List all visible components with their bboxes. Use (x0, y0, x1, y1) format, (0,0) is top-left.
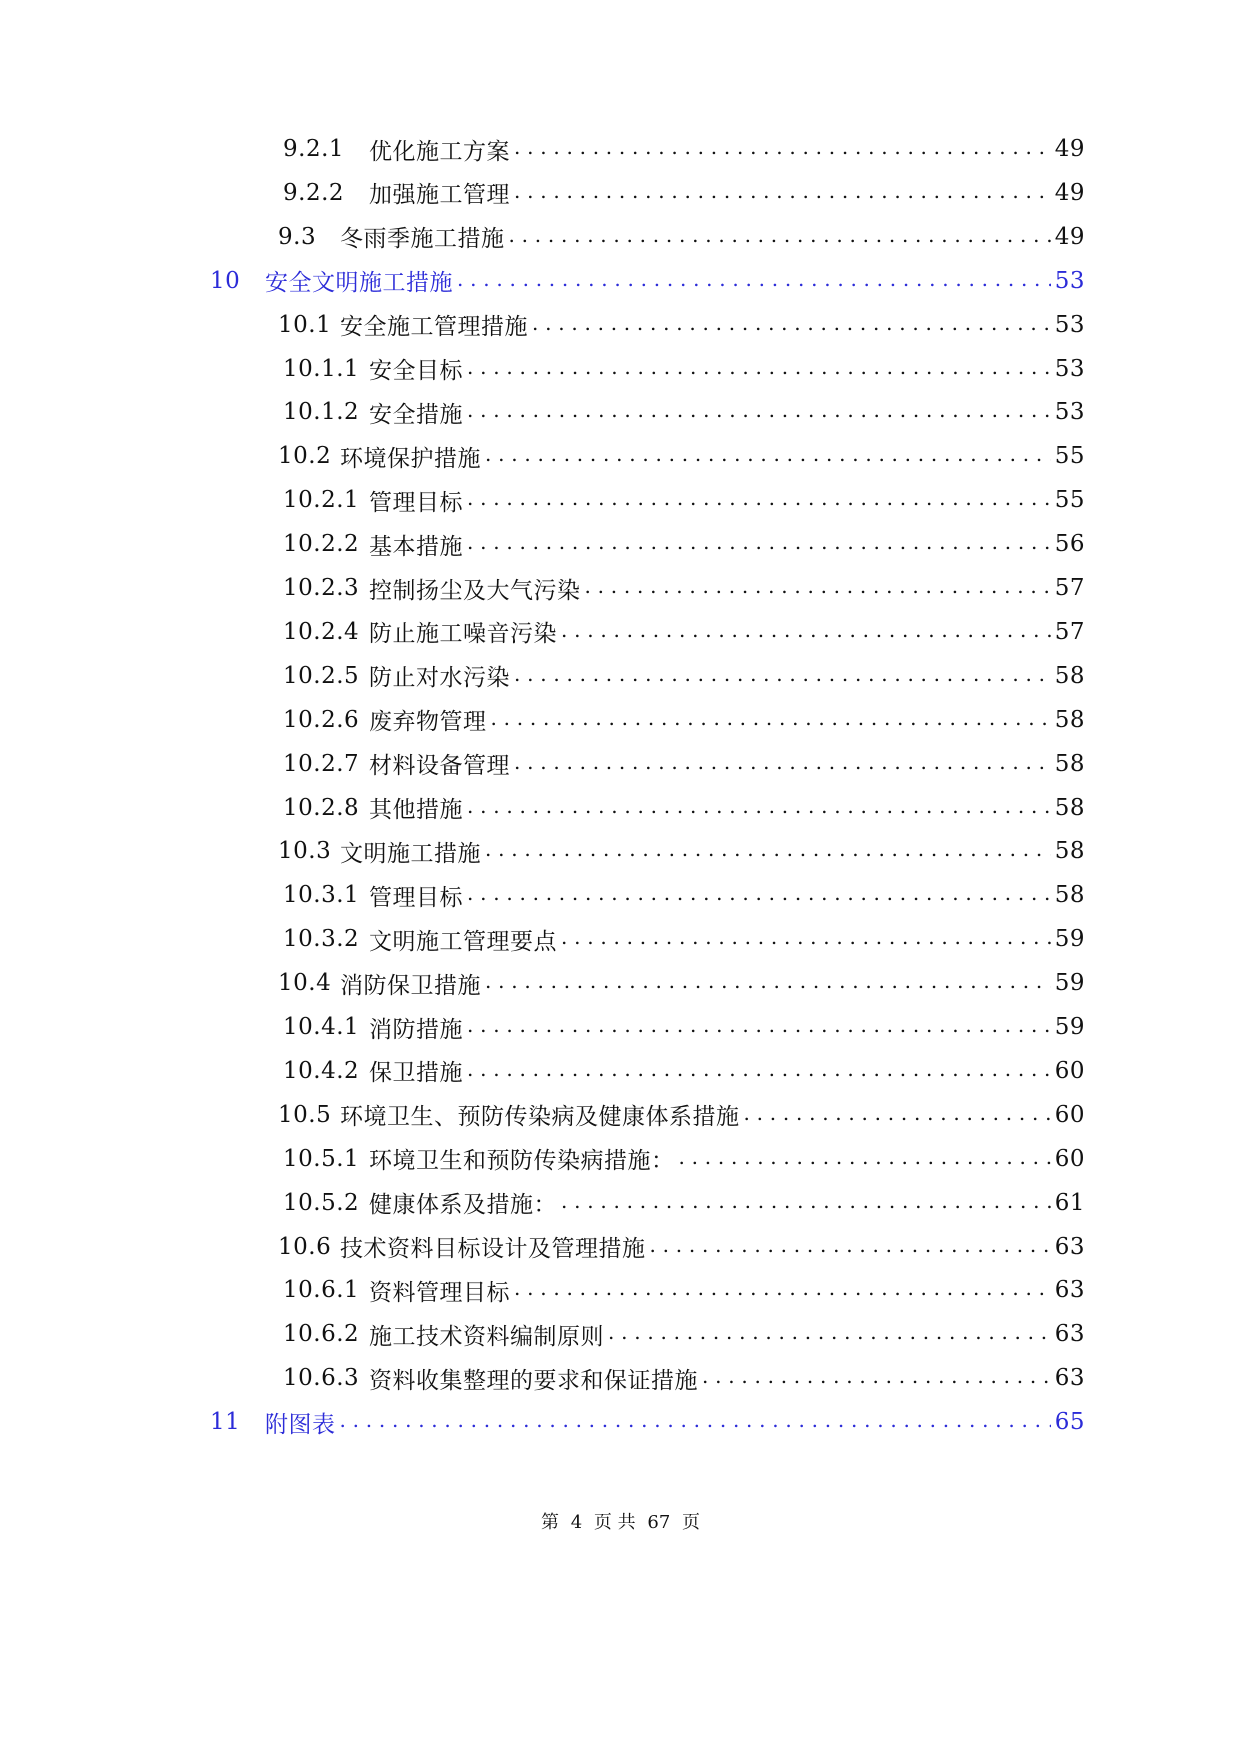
toc-entry-number: 10.1 (278, 311, 332, 338)
toc-entry-page: 49 (1054, 223, 1085, 250)
toc-entry-title: 消防措施 (369, 1016, 463, 1043)
toc-entry-number: 10.2 (278, 443, 332, 470)
toc-entry[interactable] (283, 1270, 1085, 1310)
toc-dot-leader (467, 349, 1051, 389)
toc-dot-leader (744, 1095, 1051, 1135)
toc-entry-title: 技术资料目标设计及管理措施 (340, 1236, 646, 1262)
toc-entry[interactable] (278, 305, 1085, 345)
footer-total-pages: 67 (647, 1512, 671, 1533)
toc-entry[interactable] (283, 1051, 1085, 1091)
toc-entry[interactable] (283, 1358, 1085, 1398)
toc-dot-leader (467, 480, 1051, 520)
toc-entry[interactable] (283, 744, 1085, 784)
toc-entry[interactable] (283, 875, 1085, 915)
footer-suffix: 页 (682, 1512, 701, 1533)
toc-entry[interactable] (278, 436, 1085, 476)
toc-entry-page: 63 (1054, 1277, 1085, 1304)
toc-entry-number: 10.2.3 (283, 575, 360, 601)
toc-entry-page: 59 (1054, 926, 1085, 953)
toc-entry-title: 施工技术资料编制原则 (369, 1323, 604, 1350)
toc-entry-page: 53 (1054, 355, 1085, 382)
toc-entry-title: 消防保卫措施 (340, 972, 481, 999)
toc-entry-page: 58 (1054, 662, 1085, 689)
toc-entry-number: 10.1.2 (283, 399, 360, 426)
toc-entry-number: 10.4 (278, 970, 332, 997)
toc-entry-number: 10.5.1 (283, 1145, 360, 1172)
toc-entry-page: 58 (1054, 750, 1085, 777)
toc-entry-title: 文明施工措施 (340, 840, 481, 867)
toc-entry-title: 保卫措施 (369, 1060, 463, 1087)
toc-entry-title: 安全措施 (369, 401, 463, 428)
toc-entry-page: 63 (1054, 1321, 1085, 1348)
toc-entry-number: 10.6 (278, 1233, 332, 1260)
toc-dot-leader (467, 875, 1051, 915)
toc-dot-leader (485, 436, 1051, 476)
toc-entry-title: 资料管理目标 (369, 1279, 510, 1306)
toc-entry-number: 9.2.2 (283, 179, 345, 206)
toc-entry-title: 安全文明施工措施 (265, 270, 453, 297)
toc-entry-number: 10.2.1 (283, 487, 360, 514)
toc-entry-number: 10.2.4 (283, 618, 360, 645)
toc-entry[interactable] (283, 656, 1085, 696)
toc-entry-number: 10.6.2 (283, 1321, 360, 1348)
toc-entry-page: 65 (1054, 1409, 1085, 1436)
toc-entry-page: 53 (1054, 399, 1085, 426)
toc-entry-number: 10.2.5 (283, 662, 360, 689)
toc-entry-number: 10.4.2 (283, 1057, 360, 1084)
toc-entry-page: 58 (1054, 882, 1085, 909)
toc-entry-title: 健康体系及措施： (369, 1192, 557, 1219)
toc-entry-title: 材料设备管理 (369, 753, 510, 780)
toc-dot-leader (514, 1270, 1051, 1310)
toc-entry[interactable] (283, 788, 1085, 828)
footer-middle: 页 共 (593, 1512, 636, 1533)
toc-entry[interactable] (283, 349, 1085, 389)
toc-dot-leader (702, 1358, 1051, 1398)
toc-entry[interactable] (283, 392, 1085, 432)
toc-entry-title: 环境保护措施 (340, 445, 481, 472)
toc-entry-title: 环境卫生、预防传染病及健康体系措施 (340, 1104, 740, 1131)
toc-dot-leader (467, 1051, 1051, 1091)
toc-entry-page: 53 (1054, 311, 1085, 338)
toc-entry-title: 基本措施 (369, 533, 463, 560)
toc-entry[interactable] (283, 524, 1085, 564)
toc-entry-page: 60 (1054, 1057, 1085, 1084)
toc-entry-page: 49 (1054, 179, 1085, 206)
toc-dot-leader (467, 788, 1051, 828)
toc-entry-number: 10.2.7 (283, 750, 360, 777)
toc-entry-number: 10.1.1 (283, 355, 360, 382)
toc-entry-title: 附图表 (265, 1411, 336, 1438)
toc-entry[interactable] (278, 1095, 1085, 1135)
toc-entry-title: 安全施工管理措施 (340, 314, 528, 341)
toc-entry[interactable] (210, 1402, 1085, 1442)
toc-entry-page: 49 (1054, 136, 1085, 162)
toc-entry-number: 9.2.1 (283, 136, 345, 162)
toc-entry-page: 63 (1054, 1365, 1085, 1392)
toc-dot-leader (467, 1007, 1051, 1047)
toc-dot-leader (467, 392, 1051, 432)
toc-entry[interactable] (283, 1183, 1085, 1223)
toc-entry-title: 加强施工管理 (369, 182, 510, 209)
page-footer (0, 1508, 1241, 1534)
toc-entry-number: 10.6.3 (283, 1365, 360, 1392)
toc-entry-title: 环境卫生和预防传染病措施： (369, 1148, 675, 1175)
toc-entry-page: 57 (1054, 575, 1085, 601)
toc-dot-leader (650, 1227, 1051, 1267)
toc-entry[interactable] (283, 568, 1085, 608)
toc-entry-page: 59 (1054, 1014, 1085, 1040)
toc-entry[interactable] (283, 1007, 1085, 1047)
toc-entry-number: 10.3.2 (283, 926, 360, 953)
footer-prefix: 第 (540, 1512, 559, 1533)
toc-dot-leader (608, 1314, 1051, 1354)
toc-entry[interactable] (278, 217, 1085, 257)
toc-dot-leader (340, 1402, 1051, 1442)
toc-entry-number: 10.2.8 (283, 794, 360, 821)
toc-entry-page: 57 (1054, 618, 1085, 645)
toc-dot-leader (514, 744, 1051, 784)
toc-entry-page: 53 (1054, 267, 1085, 294)
toc-entry[interactable] (283, 173, 1085, 213)
toc-entry[interactable] (283, 919, 1085, 959)
toc-dot-leader (485, 831, 1051, 871)
toc-dot-leader (561, 919, 1051, 959)
toc-entry[interactable] (210, 261, 1085, 301)
toc-entry-title: 控制扬尘及大气污染 (369, 577, 581, 604)
toc-entry-title: 优化施工方案 (369, 138, 510, 165)
toc-entry-page: 60 (1054, 1145, 1085, 1172)
toc-entry-page: 60 (1054, 1101, 1085, 1128)
toc-entry-number: 10.6.1 (283, 1277, 360, 1304)
toc-entry-number: 11 (210, 1409, 241, 1436)
toc-entry[interactable] (283, 480, 1085, 520)
toc-dot-leader (532, 305, 1051, 345)
toc-entry-number: 10.5 (278, 1101, 332, 1128)
toc-entry-title: 冬雨季施工措施 (340, 226, 505, 253)
toc-entry-page: 55 (1054, 443, 1085, 470)
toc-entry[interactable] (283, 1139, 1085, 1179)
toc-dot-leader (485, 963, 1051, 1003)
toc-entry[interactable] (283, 700, 1085, 740)
toc-entry-title: 管理目标 (369, 489, 463, 516)
toc-entry-title: 防止对水污染 (369, 665, 510, 692)
toc-entry-page: 58 (1054, 838, 1085, 865)
toc-dot-leader (561, 612, 1051, 652)
toc-entry-number: 10.2.6 (283, 706, 360, 733)
toc-entry-number: 10 (210, 267, 241, 294)
toc-entry[interactable] (283, 1314, 1085, 1354)
toc-dot-leader (585, 568, 1051, 608)
toc-entry-number: 10.4.1 (283, 1014, 360, 1040)
toc-dot-leader (509, 217, 1051, 257)
toc-dot-leader (491, 700, 1051, 740)
toc-entry-page: 63 (1054, 1233, 1085, 1260)
toc-entry-page: 59 (1054, 970, 1085, 997)
toc-entry-page: 55 (1054, 487, 1085, 514)
toc-dot-leader (457, 261, 1051, 301)
toc-entry-title: 文明施工管理要点 (369, 928, 557, 955)
toc-entry-title: 防止施工噪音污染 (369, 621, 557, 648)
toc-entry[interactable] (283, 129, 1085, 169)
toc-entry-page: 58 (1054, 706, 1085, 733)
toc-dot-leader (514, 129, 1051, 169)
toc-entry-number: 10.2.2 (283, 531, 360, 558)
toc-entry-page: 61 (1054, 1189, 1085, 1216)
toc-entry-title: 管理目标 (369, 884, 463, 911)
toc-entry[interactable] (278, 1227, 1085, 1267)
toc-dot-leader (514, 173, 1051, 213)
toc-dot-leader (467, 524, 1051, 564)
toc-entry-title: 资料收集整理的要求和保证措施 (369, 1367, 698, 1394)
toc-entry[interactable] (283, 612, 1085, 652)
toc-entry-number: 9.3 (278, 223, 317, 250)
toc-dot-leader (514, 656, 1051, 696)
toc-entry-title: 安全目标 (369, 358, 463, 384)
toc-entry-number: 10.3 (278, 838, 332, 865)
toc-entry-title: 其他措施 (369, 797, 463, 823)
toc-dot-leader (561, 1183, 1051, 1223)
toc-entry-page: 56 (1054, 531, 1085, 558)
footer-current-page: 4 (570, 1512, 583, 1533)
toc-entry[interactable] (278, 831, 1085, 871)
toc-entry[interactable] (278, 963, 1085, 1003)
toc-entry-number: 10.5.2 (283, 1189, 360, 1216)
toc-entry-number: 10.3.1 (283, 882, 360, 909)
toc-entry-page: 58 (1054, 794, 1085, 821)
toc-entry-title: 废弃物管理 (369, 709, 487, 736)
toc-dot-leader (679, 1139, 1051, 1179)
